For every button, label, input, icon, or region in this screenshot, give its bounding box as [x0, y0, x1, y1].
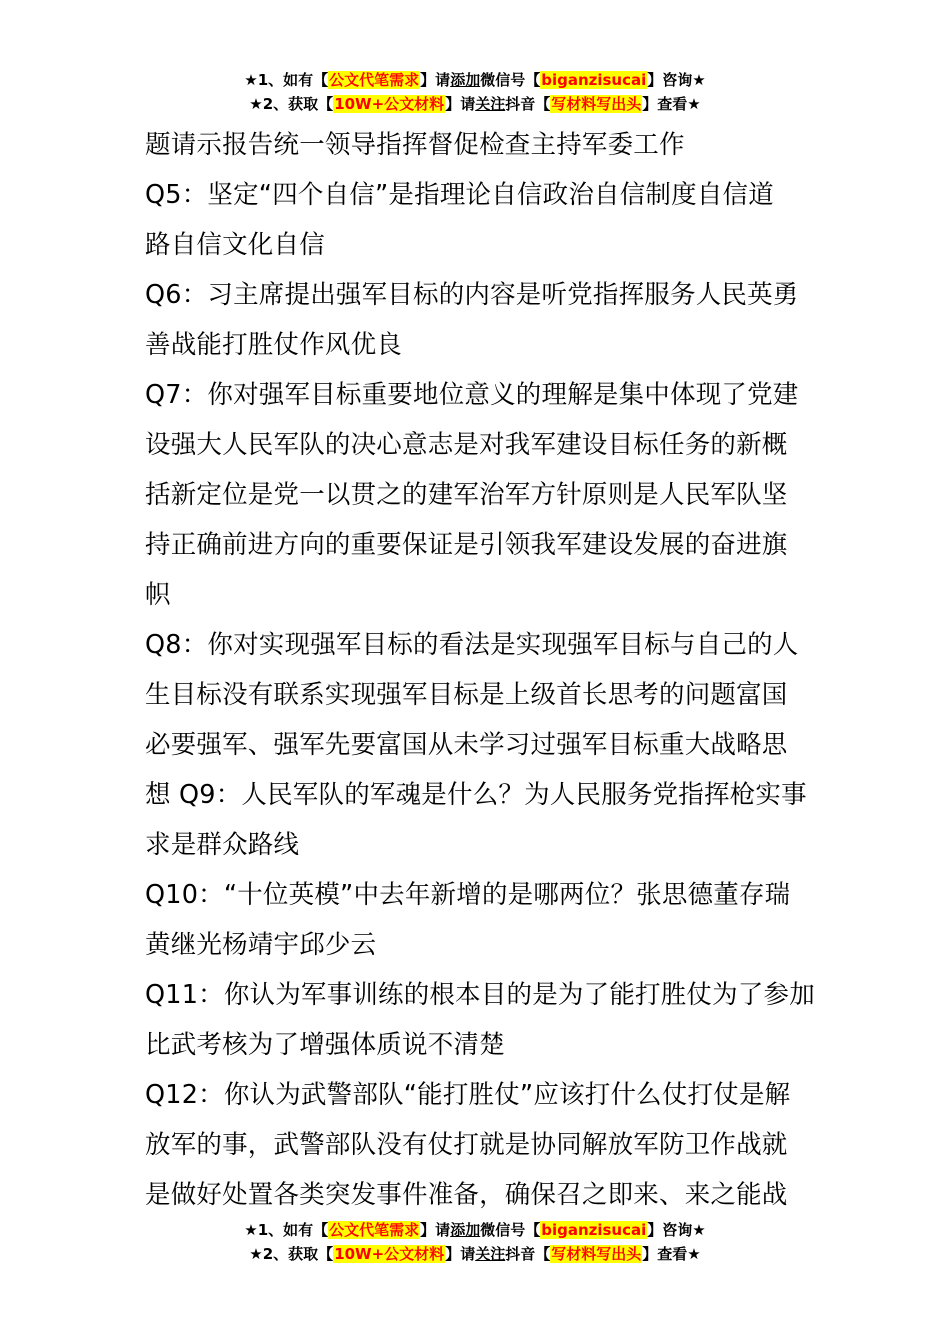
footer-banner — [0, 1218, 950, 1266]
banner-underline: 关注 — [475, 95, 506, 113]
banner-highlight: biganzisucai — [541, 71, 647, 89]
banner-highlight: 写材料写出头 — [551, 95, 642, 113]
banner-highlight: biganzisucai — [541, 1221, 647, 1239]
text-line: Q5：坚定“四个自信”是指理论自信政治自信制度自信道 — [145, 180, 774, 210]
banner-line-2 — [0, 1242, 950, 1266]
text-line: 想 Q9：人民军队的军魂是什么？为人民服务党指挥枪实事 — [145, 780, 807, 810]
banner-text: 】请 — [420, 1221, 451, 1239]
text-line: Q6：习主席提出强军目标的内容是听党指挥服务人民英勇 — [145, 280, 799, 310]
banner-text: 】查看★ — [642, 95, 701, 113]
banner-text: 】咨询★ — [647, 71, 706, 89]
text-line: Q11：你认为军事训练的根本目的是为了能打胜仗为了参加 — [145, 980, 815, 1010]
banner-highlight: 公文代笔需求 — [329, 1221, 420, 1239]
banner-highlight: 10W+公文材料 — [334, 1245, 445, 1263]
text-line: Q12：你认为武警部队“能打胜仗”应该打什么仗打仗是解 — [145, 1080, 791, 1110]
banner-text: 】请 — [445, 1245, 476, 1263]
banner-line-1 — [0, 1218, 950, 1242]
text-line: 比武考核为了增强体质说不清楚 — [145, 1030, 505, 1060]
text-line: 必要强军、强军先要富国从未学习过强军目标重大战略思 — [145, 730, 788, 760]
banner-text: ★2、获取【 — [249, 1245, 334, 1263]
banner-line-2 — [0, 92, 950, 116]
text-line: 生目标没有联系实现强军目标是上级首长思考的问题富国 — [145, 680, 788, 710]
banner-text: 微信号【 — [480, 71, 541, 89]
text-line: 路自信文化自信 — [145, 230, 325, 260]
banner-underline: 添加 — [450, 1221, 481, 1239]
text-line: 是做好处置各类突发事件准备，确保召之即来、来之能战 — [145, 1180, 788, 1210]
text-line: Q10：“十位英模”中去年新增的是哪两位？张思德董存瑞 — [145, 880, 791, 910]
banner-text: 】请 — [420, 71, 451, 89]
banner-text: 】查看★ — [642, 1245, 701, 1263]
document-body — [145, 120, 815, 1220]
banner-highlight: 公文代笔需求 — [329, 71, 420, 89]
banner-underline: 添加 — [450, 71, 481, 89]
text-line: 括新定位是党一以贯之的建军治军方针原则是人民军队坚 — [145, 480, 788, 510]
text-line: 放军的事，武警部队没有仗打就是协同解放军防卫作战就 — [145, 1130, 788, 1160]
banner-text: 抖音【 — [505, 95, 551, 113]
header-banner — [0, 68, 950, 116]
text-line: 题请示报告统一领导指挥督促检查主持军委工作 — [145, 130, 685, 160]
banner-text: ★2、获取【 — [249, 95, 334, 113]
text-line: 黄继光杨靖宇邱少云 — [145, 930, 377, 960]
banner-line-1 — [0, 68, 950, 92]
text-line: 持正确前进方向的重要保证是引领我军建设发展的奋进旗 — [145, 530, 788, 560]
banner-text: 】咨询★ — [647, 1221, 706, 1239]
text-line: 设强大人民军队的决心意志是对我军建设目标任务的新概 — [145, 430, 788, 460]
banner-text: ★1、如有【 — [244, 1221, 329, 1239]
banner-highlight: 10W+公文材料 — [334, 95, 445, 113]
text-line: 求是群众路线 — [145, 830, 300, 860]
banner-text: 微信号【 — [480, 1221, 541, 1239]
banner-text: 抖音【 — [505, 1245, 551, 1263]
text-line: Q8：你对实现强军目标的看法是实现强军目标与自己的人 — [145, 630, 799, 660]
text-line: 善战能打胜仗作风优良 — [145, 330, 403, 360]
text-line: 帜 — [145, 580, 171, 610]
banner-text: ★1、如有【 — [244, 71, 329, 89]
banner-underline: 关注 — [475, 1245, 506, 1263]
banner-text: 】请 — [445, 95, 476, 113]
banner-highlight: 写材料写出头 — [551, 1245, 642, 1263]
text-line: Q7：你对强军目标重要地位意义的理解是集中体现了党建 — [145, 380, 799, 410]
